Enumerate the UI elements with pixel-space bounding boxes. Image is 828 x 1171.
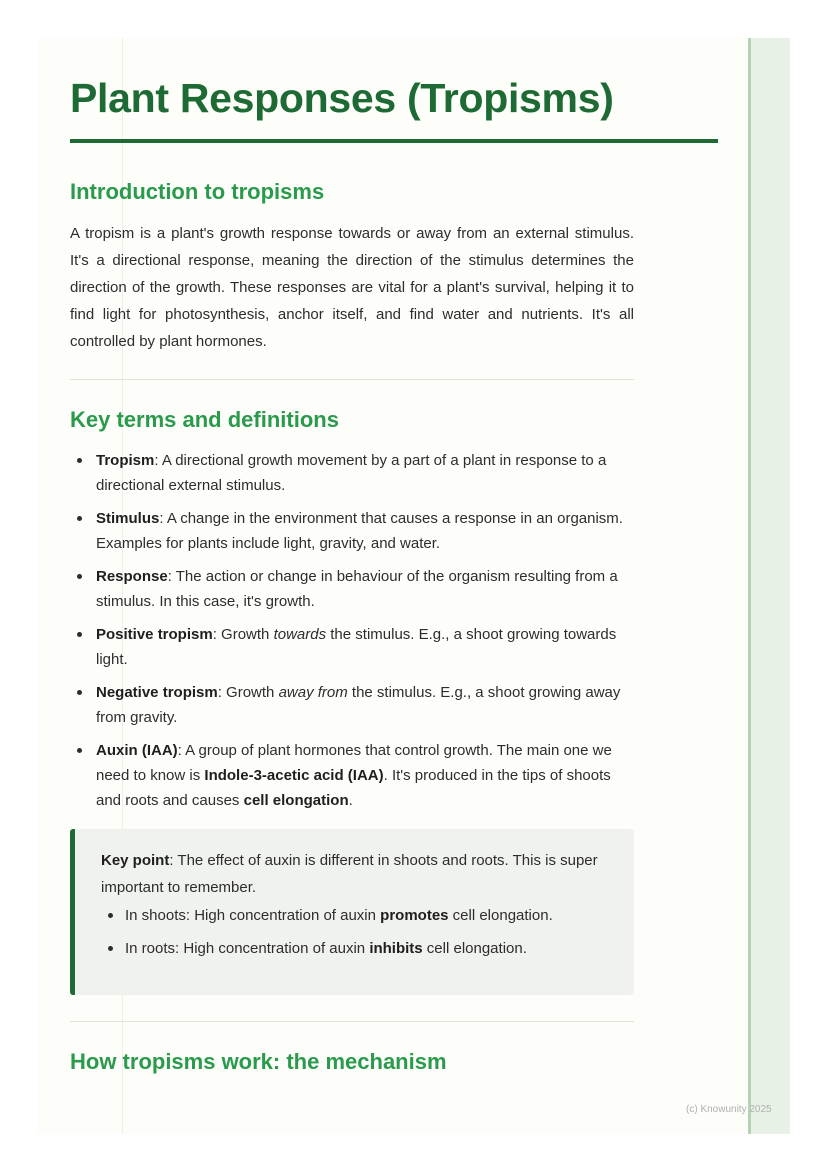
term-label: Auxin (IAA) xyxy=(96,742,178,759)
section-divider xyxy=(70,1021,634,1022)
term-emphasis: towards xyxy=(273,626,327,643)
term-definition: : Growth xyxy=(212,626,274,643)
term-definition: . xyxy=(348,792,353,809)
section-heading-key-terms: Key terms and definitions xyxy=(70,407,339,432)
key-point-item-text: In shoots: High concentration of auxin xyxy=(125,907,381,924)
key-point-item-shoots xyxy=(101,903,614,928)
section-divider xyxy=(70,379,634,380)
term-definition: : Growth xyxy=(217,684,279,701)
term-highlight: Indole-3-acetic acid (IAA) xyxy=(204,767,384,784)
term-label: Stimulus xyxy=(96,510,160,527)
term-definition: : A group of plant hormones that control growth. The main one we need to know is xyxy=(96,742,612,784)
key-point-item-text: cell elongation. xyxy=(448,907,553,924)
key-point-item-roots xyxy=(101,936,614,961)
list-item-positive-tropism xyxy=(70,622,634,672)
term-definition: the stimulus. E.g., a shoot growing away from gravity. xyxy=(96,684,621,726)
term-definition: : The action or change in behaviour of the organism resulting from a stimulus. In this case, it's growth. xyxy=(96,568,618,610)
key-point-item-highlight: inhibits xyxy=(369,940,423,957)
key-point-item-text: In roots: High concentration of auxin xyxy=(125,940,370,957)
key-point-list xyxy=(101,903,614,961)
list-item-stimulus xyxy=(70,506,634,556)
term-highlight: cell elongation xyxy=(243,792,349,809)
key-point-label: Key point xyxy=(101,852,170,869)
term-emphasis: away from xyxy=(278,684,348,701)
list-item-auxin xyxy=(70,738,634,813)
copyright-footer: (c) Knowunity 2025 xyxy=(686,1104,772,1115)
page-title: Plant Responses (Tropisms) xyxy=(70,75,614,121)
term-definition: the stimulus. E.g., a shoot growing towards light. xyxy=(96,626,617,668)
list-item-response xyxy=(70,564,634,614)
key-point-text xyxy=(101,847,614,901)
document-content xyxy=(70,74,634,1076)
term-label: Negative tropism xyxy=(96,684,218,701)
side-strip xyxy=(748,38,790,1134)
key-point-item-text: cell elongation. xyxy=(422,940,527,957)
key-terms-list xyxy=(70,448,634,813)
term-label: Positive tropism xyxy=(96,626,213,643)
section-heading-introduction: Introduction to tropisms xyxy=(70,179,325,204)
key-point-item-highlight: promotes xyxy=(380,907,449,924)
section-heading-mechanism: How tropisms work: the mechanism xyxy=(70,1049,447,1074)
term-label: Response xyxy=(96,568,168,585)
key-point-body: : The effect of auxin is different in shoots and roots. This is super important to remember. xyxy=(101,852,598,896)
key-point-callout xyxy=(70,829,634,995)
term-label: Tropism xyxy=(96,452,155,469)
list-item-negative-tropism xyxy=(70,680,634,730)
intro-paragraph: A tropism is a plant's growth response towards or away from an external stimulus. It's a directional response, meaning the direction of the stimulus determines the direction of the growth. These responses are vital for a plant's survival, helping it to find light for photosynthesis, anchor itself, and find water and nutrients. It's all controlled by plant hormones. xyxy=(70,225,634,350)
term-definition: : A directional growth movement by a part of a plant in response to a directional external stimulus. xyxy=(96,452,607,494)
term-definition: . It's produced in the tips of shoots and roots and causes xyxy=(96,767,611,809)
term-definition: : A change in the environment that causes a response in an organism. Examples for plants include light, gravity, and water. xyxy=(96,510,623,552)
list-item-tropism xyxy=(70,448,634,498)
